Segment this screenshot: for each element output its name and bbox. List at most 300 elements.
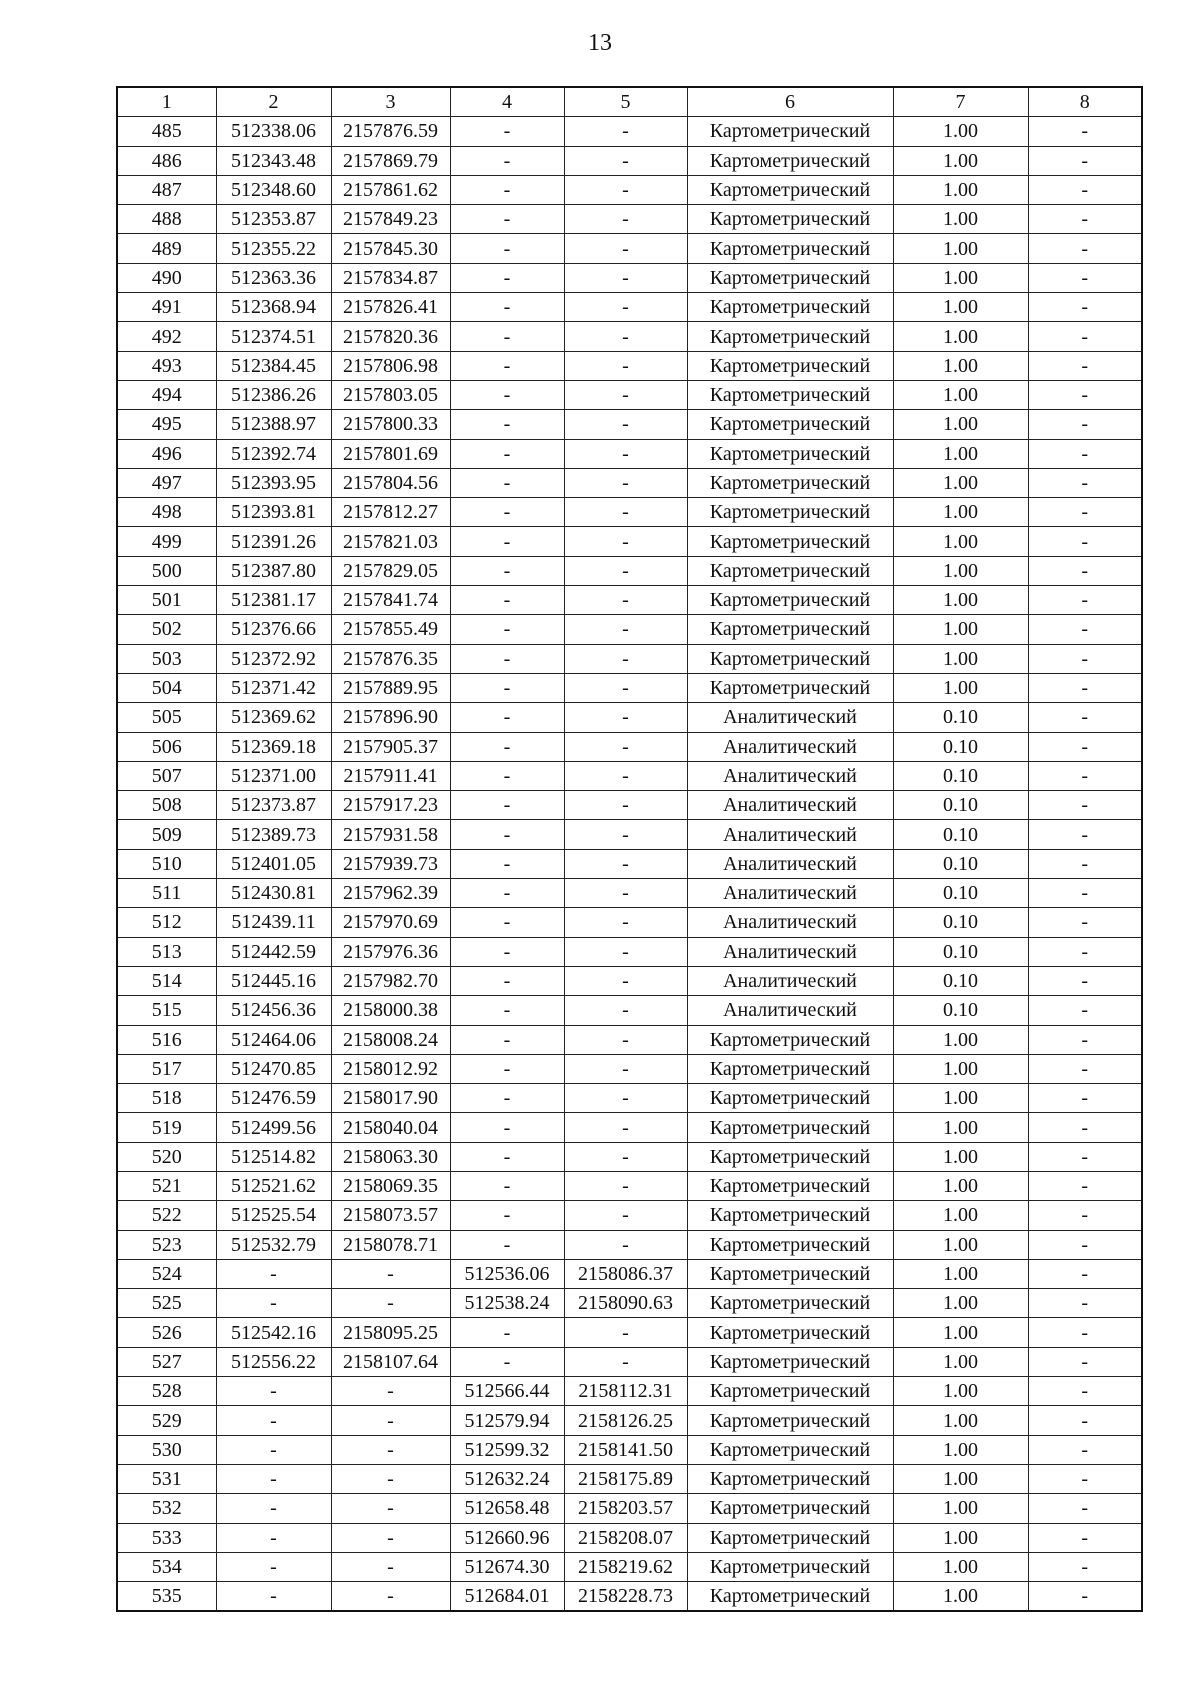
table-cell: Картометрический — [687, 1142, 893, 1171]
table-cell: - — [450, 205, 564, 234]
table-cell: 530 — [117, 1435, 216, 1464]
table-cell: 512470.85 — [216, 1054, 331, 1083]
table-cell: 1.00 — [893, 527, 1028, 556]
table-cell: 0.10 — [893, 732, 1028, 761]
table-cell: Картометрический — [687, 234, 893, 263]
table-cell: - — [450, 556, 564, 585]
table-row — [117, 615, 1142, 644]
page-number: 13 — [588, 30, 612, 56]
table-cell: 512369.18 — [216, 732, 331, 761]
table-cell: - — [564, 673, 687, 702]
table-cell: - — [331, 1259, 450, 1288]
table-row — [117, 879, 1142, 908]
table-row — [117, 996, 1142, 1025]
table-cell: 1.00 — [893, 615, 1028, 644]
table-cell: 2157861.62 — [331, 175, 450, 204]
table-row — [117, 234, 1142, 263]
table-cell: - — [564, 820, 687, 849]
table-cell: 2157982.70 — [331, 966, 450, 995]
table-cell: 1.00 — [893, 1406, 1028, 1435]
table-cell: 529 — [117, 1406, 216, 1435]
table-cell: - — [1028, 1582, 1142, 1612]
table-cell: - — [564, 293, 687, 322]
table-cell: 0.10 — [893, 791, 1028, 820]
table-cell: 2157821.03 — [331, 527, 450, 556]
table-cell: - — [450, 1347, 564, 1376]
table-cell: Картометрический — [687, 410, 893, 439]
table-cell: - — [331, 1523, 450, 1552]
table-cell: Картометрический — [687, 146, 893, 175]
table-cell: 1.00 — [893, 1259, 1028, 1288]
table-cell: - — [1028, 673, 1142, 702]
table-row — [117, 468, 1142, 497]
table-cell: 0.10 — [893, 966, 1028, 995]
table-row — [117, 1435, 1142, 1464]
table-cell: 1.00 — [893, 1171, 1028, 1200]
table-cell: Аналитический — [687, 849, 893, 878]
table-cell: 1.00 — [893, 1025, 1028, 1054]
table-cell: 512353.87 — [216, 205, 331, 234]
table-cell: 2157917.23 — [331, 791, 450, 820]
table-cell: 1.00 — [893, 586, 1028, 615]
table-cell: - — [564, 117, 687, 146]
table-row — [117, 1347, 1142, 1376]
table-cell: - — [564, 1347, 687, 1376]
table-row — [117, 761, 1142, 790]
table-cell: 512369.62 — [216, 703, 331, 732]
table-row — [117, 586, 1142, 615]
table-row — [117, 1464, 1142, 1493]
table-cell: - — [450, 937, 564, 966]
table-cell: 490 — [117, 263, 216, 292]
table-row — [117, 322, 1142, 351]
table-cell: - — [450, 1113, 564, 1142]
column-header: 8 — [1028, 87, 1142, 117]
table-row — [117, 293, 1142, 322]
table-cell: - — [1028, 644, 1142, 673]
table-cell: 527 — [117, 1347, 216, 1376]
table-cell: 486 — [117, 146, 216, 175]
table-row — [117, 410, 1142, 439]
table-cell: - — [564, 1171, 687, 1200]
table-cell: - — [450, 586, 564, 615]
table-cell: 512374.51 — [216, 322, 331, 351]
table-cell: 2157803.05 — [331, 380, 450, 409]
column-header: 5 — [564, 87, 687, 117]
table-cell: 1.00 — [893, 146, 1028, 175]
table-cell: 524 — [117, 1259, 216, 1288]
table-cell: - — [1028, 703, 1142, 732]
table-cell: 489 — [117, 234, 216, 263]
table-cell: 2157976.36 — [331, 937, 450, 966]
table-cell: 512 — [117, 908, 216, 937]
table-cell: Картометрический — [687, 1552, 893, 1581]
table-cell: - — [450, 1318, 564, 1347]
table-cell: - — [1028, 117, 1142, 146]
table-cell: 1.00 — [893, 1523, 1028, 1552]
table-cell: Картометрический — [687, 644, 893, 673]
table-cell: - — [564, 1084, 687, 1113]
table-cell: 512401.05 — [216, 849, 331, 878]
table-row — [117, 849, 1142, 878]
table-cell: Картометрический — [687, 1582, 893, 1612]
table-row — [117, 439, 1142, 468]
table-cell: - — [564, 1230, 687, 1259]
table-cell: 531 — [117, 1464, 216, 1493]
table-cell: Аналитический — [687, 703, 893, 732]
table-cell: - — [564, 322, 687, 351]
table-cell: Картометрический — [687, 1377, 893, 1406]
table-cell: - — [216, 1377, 331, 1406]
table-cell: 488 — [117, 205, 216, 234]
table-cell: 520 — [117, 1142, 216, 1171]
table-cell: Картометрический — [687, 1406, 893, 1435]
table-cell: - — [564, 439, 687, 468]
table-cell: 506 — [117, 732, 216, 761]
table-cell: Аналитический — [687, 996, 893, 1025]
table-cell: - — [1028, 1523, 1142, 1552]
table-cell: 2157855.49 — [331, 615, 450, 644]
table-cell: Аналитический — [687, 937, 893, 966]
table-cell: 1.00 — [893, 351, 1028, 380]
table-cell: 512538.24 — [450, 1289, 564, 1318]
table-cell: 1.00 — [893, 1464, 1028, 1493]
table-cell: - — [564, 1142, 687, 1171]
table-cell: 497 — [117, 468, 216, 497]
table-cell: - — [1028, 322, 1142, 351]
table-cell: 525 — [117, 1289, 216, 1318]
column-header: 3 — [331, 87, 450, 117]
table-cell: - — [564, 966, 687, 995]
table-cell: - — [564, 908, 687, 937]
table-cell: 1.00 — [893, 117, 1028, 146]
table-cell: 496 — [117, 439, 216, 468]
table-cell: 1.00 — [893, 234, 1028, 263]
table-cell: 2157876.59 — [331, 117, 450, 146]
table-row — [117, 175, 1142, 204]
table-cell: 487 — [117, 175, 216, 204]
table-row — [117, 1494, 1142, 1523]
table-cell: - — [1028, 263, 1142, 292]
table-cell: 518 — [117, 1084, 216, 1113]
table-cell: - — [564, 732, 687, 761]
table-row — [117, 791, 1142, 820]
table-cell: 2157801.69 — [331, 439, 450, 468]
table-cell: 512439.11 — [216, 908, 331, 937]
table-cell: - — [450, 791, 564, 820]
table-row — [117, 937, 1142, 966]
table-cell: 522 — [117, 1201, 216, 1230]
table-row — [117, 263, 1142, 292]
table-cell: 528 — [117, 1377, 216, 1406]
table-cell: - — [450, 234, 564, 263]
table-cell: - — [1028, 439, 1142, 468]
table-cell: - — [1028, 1377, 1142, 1406]
table-cell: Аналитический — [687, 879, 893, 908]
table-cell: 1.00 — [893, 1435, 1028, 1464]
table-cell: Картометрический — [687, 1523, 893, 1552]
table-cell: 1.00 — [893, 644, 1028, 673]
table-cell: Картометрический — [687, 615, 893, 644]
table-row — [117, 1054, 1142, 1083]
table-cell: Картометрический — [687, 175, 893, 204]
table-cell: 512393.81 — [216, 498, 331, 527]
table-cell: 512536.06 — [450, 1259, 564, 1288]
table-cell: 1.00 — [893, 1142, 1028, 1171]
table-cell: 485 — [117, 117, 216, 146]
table-cell: 0.10 — [893, 703, 1028, 732]
table-cell: 512381.17 — [216, 586, 331, 615]
table-cell: - — [1028, 175, 1142, 204]
table-cell: 2158095.25 — [331, 1318, 450, 1347]
table-cell: 1.00 — [893, 673, 1028, 702]
table-cell: Картометрический — [687, 351, 893, 380]
table-cell: Картометрический — [687, 1347, 893, 1376]
table-cell: - — [564, 586, 687, 615]
table-cell: - — [450, 761, 564, 790]
table-cell: 512371.42 — [216, 673, 331, 702]
table-cell: Картометрический — [687, 1289, 893, 1318]
table-cell: - — [564, 644, 687, 673]
table-cell: 1.00 — [893, 322, 1028, 351]
column-header: 2 — [216, 87, 331, 117]
table-cell: - — [1028, 556, 1142, 585]
table-cell: 1.00 — [893, 175, 1028, 204]
table-cell: - — [1028, 205, 1142, 234]
table-cell: 2157826.41 — [331, 293, 450, 322]
table-cell: - — [216, 1289, 331, 1318]
table-cell: 2157970.69 — [331, 908, 450, 937]
table-cell: 512514.82 — [216, 1142, 331, 1171]
table-cell: Картометрический — [687, 586, 893, 615]
table-cell: 1.00 — [893, 1582, 1028, 1612]
table-cell: 495 — [117, 410, 216, 439]
column-header: 4 — [450, 87, 564, 117]
table-cell: - — [1028, 351, 1142, 380]
table-cell: 1.00 — [893, 1084, 1028, 1113]
table-cell: Картометрический — [687, 263, 893, 292]
table-cell: 503 — [117, 644, 216, 673]
table-cell: 2158208.07 — [564, 1523, 687, 1552]
table-cell: - — [216, 1406, 331, 1435]
table-cell: 2158126.25 — [564, 1406, 687, 1435]
table-cell: - — [450, 380, 564, 409]
coordinates-table — [116, 86, 1143, 1612]
table-cell: - — [450, 966, 564, 995]
table-cell: Картометрический — [687, 439, 893, 468]
table-cell: - — [450, 293, 564, 322]
table-row — [117, 146, 1142, 175]
table-cell: - — [1028, 996, 1142, 1025]
table-cell: 494 — [117, 380, 216, 409]
table-cell: 2158012.92 — [331, 1054, 450, 1083]
table-cell: 512445.16 — [216, 966, 331, 995]
table-cell: 2158008.24 — [331, 1025, 450, 1054]
table-row — [117, 1523, 1142, 1552]
table-cell: - — [216, 1494, 331, 1523]
table-cell: 2157939.73 — [331, 849, 450, 878]
table-cell: Картометрический — [687, 1084, 893, 1113]
column-header: 7 — [893, 87, 1028, 117]
table-cell: 493 — [117, 351, 216, 380]
table-cell: 2157931.58 — [331, 820, 450, 849]
table-cell: 512393.95 — [216, 468, 331, 497]
table-cell: 1.00 — [893, 1113, 1028, 1142]
table-cell: 512348.60 — [216, 175, 331, 204]
table-cell: 512632.24 — [450, 1464, 564, 1493]
table-cell: - — [216, 1464, 331, 1493]
table-cell: - — [450, 1054, 564, 1083]
table-cell: - — [564, 1113, 687, 1142]
table-cell: 512556.22 — [216, 1347, 331, 1376]
table-cell: - — [331, 1582, 450, 1612]
table-cell: Картометрический — [687, 1464, 893, 1493]
table-cell: - — [1028, 410, 1142, 439]
table-cell: 491 — [117, 293, 216, 322]
table-row — [117, 966, 1142, 995]
table-row — [117, 1406, 1142, 1435]
table-cell: 1.00 — [893, 263, 1028, 292]
table-cell: 1.00 — [893, 1377, 1028, 1406]
table-cell: - — [1028, 1406, 1142, 1435]
table-cell: - — [1028, 1201, 1142, 1230]
table-cell: 0.10 — [893, 820, 1028, 849]
table-cell: 2157829.05 — [331, 556, 450, 585]
table-cell: - — [450, 351, 564, 380]
table-cell: 1.00 — [893, 1494, 1028, 1523]
table-cell: Аналитический — [687, 820, 893, 849]
table-row — [117, 1230, 1142, 1259]
table-cell: - — [450, 879, 564, 908]
table-cell: 501 — [117, 586, 216, 615]
table-cell: Картометрический — [687, 380, 893, 409]
table-cell: 519 — [117, 1113, 216, 1142]
table-cell: - — [331, 1377, 450, 1406]
table-cell: - — [1028, 468, 1142, 497]
table-cell: - — [1028, 1025, 1142, 1054]
table-cell: - — [450, 1025, 564, 1054]
table-cell: 2157820.36 — [331, 322, 450, 351]
table-cell: - — [450, 703, 564, 732]
table-row — [117, 1142, 1142, 1171]
table-cell: 2157845.30 — [331, 234, 450, 263]
table-cell: - — [1028, 879, 1142, 908]
table-cell: 512599.32 — [450, 1435, 564, 1464]
table-row — [117, 1201, 1142, 1230]
table-cell: - — [1028, 586, 1142, 615]
table-cell: Картометрический — [687, 556, 893, 585]
table-cell: - — [450, 527, 564, 556]
table-cell: Аналитический — [687, 908, 893, 937]
table-cell: - — [564, 527, 687, 556]
table-cell: 515 — [117, 996, 216, 1025]
table-cell: 1.00 — [893, 1552, 1028, 1581]
table-cell: 500 — [117, 556, 216, 585]
table-cell: - — [1028, 966, 1142, 995]
table-cell: - — [1028, 937, 1142, 966]
table-cell: - — [1028, 234, 1142, 263]
table-cell: 2158086.37 — [564, 1259, 687, 1288]
table-cell: 502 — [117, 615, 216, 644]
table-cell: 2158090.63 — [564, 1289, 687, 1318]
table-cell: 512368.94 — [216, 293, 331, 322]
table-cell: - — [450, 908, 564, 937]
table-cell: 512430.81 — [216, 879, 331, 908]
table-cell: - — [450, 1084, 564, 1113]
table-cell: 526 — [117, 1318, 216, 1347]
table-row — [117, 117, 1142, 146]
table-cell: 1.00 — [893, 1201, 1028, 1230]
table-cell: 2158175.89 — [564, 1464, 687, 1493]
table-cell: 512387.80 — [216, 556, 331, 585]
table-cell: - — [564, 849, 687, 878]
table-cell: 2157962.39 — [331, 879, 450, 908]
table-cell: 1.00 — [893, 556, 1028, 585]
table-cell: 512343.48 — [216, 146, 331, 175]
table-row — [117, 1171, 1142, 1200]
table-cell: 512371.00 — [216, 761, 331, 790]
table-cell: - — [564, 205, 687, 234]
table-cell: 2157869.79 — [331, 146, 450, 175]
table-cell: Аналитический — [687, 966, 893, 995]
table-cell: 512525.54 — [216, 1201, 331, 1230]
table-cell: Картометрический — [687, 322, 893, 351]
table-cell: - — [1028, 1171, 1142, 1200]
table-cell: - — [1028, 1464, 1142, 1493]
table-cell: - — [450, 263, 564, 292]
table-cell: - — [450, 117, 564, 146]
table-cell: - — [564, 234, 687, 263]
table-cell: 0.10 — [893, 996, 1028, 1025]
table-cell: 2157911.41 — [331, 761, 450, 790]
table-cell: 2157800.33 — [331, 410, 450, 439]
table-cell: 534 — [117, 1552, 216, 1581]
table-cell: - — [1028, 527, 1142, 556]
table-cell: Картометрический — [687, 1113, 893, 1142]
table-cell: Картометрический — [687, 293, 893, 322]
table-cell: 512355.22 — [216, 234, 331, 263]
table-row — [117, 703, 1142, 732]
table-cell: - — [564, 703, 687, 732]
table-row — [117, 498, 1142, 527]
table-cell: 0.10 — [893, 908, 1028, 937]
table-cell: - — [1028, 1289, 1142, 1318]
table-cell: - — [450, 410, 564, 439]
table-cell: - — [1028, 1259, 1142, 1288]
table-cell: 498 — [117, 498, 216, 527]
table-row — [117, 1259, 1142, 1288]
table-cell: - — [564, 937, 687, 966]
table-row — [117, 1318, 1142, 1347]
table-cell: - — [1028, 1494, 1142, 1523]
table-cell: 2158063.30 — [331, 1142, 450, 1171]
table-cell: - — [450, 849, 564, 878]
table-row — [117, 908, 1142, 937]
table-cell: - — [1028, 820, 1142, 849]
table-row — [117, 644, 1142, 673]
table-cell: - — [564, 879, 687, 908]
table-cell: 508 — [117, 791, 216, 820]
table-cell: 512391.26 — [216, 527, 331, 556]
table-cell: 1.00 — [893, 293, 1028, 322]
table-cell: - — [564, 263, 687, 292]
table-cell: 2158017.90 — [331, 1084, 450, 1113]
table-cell: - — [450, 146, 564, 175]
table-cell: - — [331, 1435, 450, 1464]
table-cell: 514 — [117, 966, 216, 995]
table-cell: 2157896.90 — [331, 703, 450, 732]
table-cell: Картометрический — [687, 673, 893, 702]
